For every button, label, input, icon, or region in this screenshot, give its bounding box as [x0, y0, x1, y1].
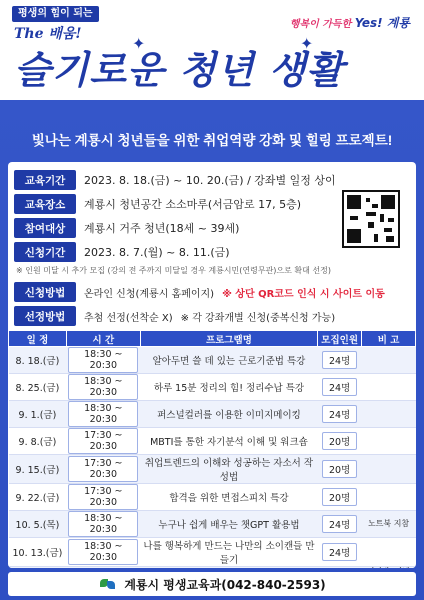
subtitle: 빛나는 계룡시 청년들을 위한 취업역량 강화 및 힐링 프로젝트! [31, 133, 393, 148]
header [0, 0, 424, 100]
program-cell [140, 538, 317, 567]
table-row [9, 455, 416, 484]
time-cell [66, 455, 140, 484]
info-row-period [14, 170, 336, 190]
time-cell [66, 374, 140, 401]
info-label: 교육장소 [14, 194, 76, 214]
col-time: 시 간 [66, 331, 140, 347]
program-cell [140, 374, 317, 401]
date-cell [9, 455, 67, 484]
date-cell-text: 8. 18.(금) [15, 356, 60, 367]
time-cell [66, 538, 140, 567]
info-label: 교육기간 [14, 170, 76, 190]
date-cell [9, 428, 67, 455]
time-cell-text: 17:30 ~ 20:30 [68, 456, 138, 482]
note-cell [362, 538, 416, 567]
time-cell [66, 511, 140, 538]
note-cell [362, 374, 416, 401]
select-note: ※ 각 강좌개별 신청(중복신청 가능) [180, 312, 336, 324]
program-cell [140, 455, 317, 484]
seats-cell-text: 24명 [322, 543, 357, 561]
sparkle-icon: ✦ [132, 34, 146, 53]
seats-cell [318, 567, 362, 569]
date-cell [9, 401, 67, 428]
info-label: 신청기간 [14, 242, 76, 262]
program-cell [140, 401, 317, 428]
date-cell-text: 8. 25.(금) [15, 383, 60, 394]
note-cell [362, 347, 416, 374]
program-cell-text: 합격을 위한 면접스피치 특강 [169, 493, 289, 504]
time-cell-text: 18:30 ~ 20:30 [68, 539, 138, 565]
note-cell [362, 401, 416, 428]
date-cell-text: 9. 15.(금) [15, 465, 60, 476]
program-cell-text: MBTI를 통한 자기분석 이해 및 워크숍 [150, 437, 308, 448]
seats-cell [318, 538, 362, 567]
table-row [9, 347, 416, 374]
program-cell [140, 511, 317, 538]
note-cell [362, 567, 416, 569]
info-label: 신청방법 [14, 282, 76, 302]
sparkle-icon: ✦ [300, 34, 314, 53]
note-cell-text [365, 567, 411, 568]
info-row-place [14, 194, 301, 214]
info-row-method [14, 282, 385, 302]
slogan-top: 평생의 힘이 되는 [12, 6, 99, 22]
seats-cell-text: 20명 [322, 460, 357, 478]
date-cell-text: 9. 1.(금) [18, 410, 57, 421]
time-cell-text: 18:30 ~ 20:30 [68, 511, 138, 537]
time-cell [66, 567, 140, 569]
city-logo-icon [98, 577, 118, 591]
seats-cell [318, 374, 362, 401]
date-cell-text: 10. 13.(금) [12, 548, 63, 559]
brand-prefix: 행복이 가득한 [289, 19, 352, 30]
seats-cell-text: 24명 [322, 515, 357, 533]
info-value: 2023. 8. 18.(금) ~ 10. 20.(금) / 강좌별 일정 상이 [84, 174, 336, 187]
seats-cell [318, 511, 362, 538]
date-cell [9, 567, 67, 569]
date-cell [9, 538, 67, 567]
table-row [9, 567, 416, 569]
table-header-row [9, 331, 416, 347]
date-cell-text: 10. 5.(목) [15, 520, 60, 531]
note-cell [362, 428, 416, 455]
seats-cell-text: 20명 [322, 432, 357, 450]
info-row-apply-period [14, 242, 230, 262]
info-value: 계룡시 청년공간 소소마루(서금암로 17, 5층) [84, 198, 302, 211]
seats-cell [318, 484, 362, 511]
table-row [9, 401, 416, 428]
seats-cell-text: 24명 [322, 378, 357, 396]
seats-cell [318, 347, 362, 374]
note-cell [362, 484, 416, 511]
program-cell [140, 484, 317, 511]
slogan-script: The 배움! [14, 26, 82, 42]
program-cell-text: 누구나 쉽게 배우는 챗GPT 활용법 [158, 520, 300, 531]
table-row [9, 374, 416, 401]
program-cell-text: 알아두면 쓸 데 있는 근로기준법 특강 [152, 356, 306, 367]
brand-logo [290, 14, 410, 31]
info-value: 계룡시 거주 청년(18세 ~ 39세) [84, 222, 240, 235]
info-value: 2023. 8. 7.(월) ~ 8. 11.(금) [84, 246, 230, 259]
date-cell [9, 511, 67, 538]
table-row [9, 428, 416, 455]
qr-code[interactable] [342, 190, 400, 248]
program-cell-text: 하루 15분 정리의 힘! 정리수납 특강 [153, 383, 305, 394]
date-cell-text: 9. 22.(금) [15, 493, 60, 504]
program-cell [140, 428, 317, 455]
brand-main: Yes! 계룡 [354, 16, 410, 30]
col-note: 비 고 [362, 331, 416, 347]
info-label: 참여대상 [14, 218, 76, 238]
date-cell-text: 9. 8.(금) [18, 437, 57, 448]
time-cell-text: 17:30 ~ 20:30 [68, 428, 138, 454]
info-label: 선정방법 [14, 306, 76, 326]
time-cell-text: 18:30 ~ 20:30 [68, 374, 138, 400]
program-cell-text: 취업트렌드의 이해와 성공하는 자소서 작성법 [144, 458, 314, 483]
table-row [9, 538, 416, 567]
time-cell [66, 401, 140, 428]
date-cell [9, 484, 67, 511]
note-cell [362, 455, 416, 484]
page-title: 슬기로운 청년 생활 [14, 48, 345, 92]
info-value: 추첨 선정(선착순 X) [84, 312, 173, 324]
time-cell [66, 347, 140, 374]
table-row [9, 484, 416, 511]
footer-org: 계룡시 평생교육과(042-840-2593) [124, 577, 326, 592]
qr-note: ※ 상단 QR코드 인식 시 사이트 이동 [222, 288, 385, 300]
schedule-table [8, 330, 416, 568]
date-cell [9, 374, 67, 401]
seats-cell-text: 20명 [322, 488, 357, 506]
note-cell-text: 노트북 지참 [367, 519, 410, 528]
seats-cell [318, 401, 362, 428]
time-cell-text: 17:30 ~ 20:30 [68, 484, 138, 510]
info-value: 온라인 신청(계룡시 홈페이지) [84, 288, 215, 300]
program-cell [140, 567, 317, 569]
time-cell-text: 18:30 ~ 20:30 [68, 401, 138, 427]
time-cell-text: 18:30 ~ 20:30 [68, 347, 138, 373]
info-row-target [14, 218, 239, 238]
col-seats: 모집인원 [318, 331, 362, 347]
col-program: 프로그램명 [140, 331, 317, 347]
recruit-note: ※ 인원 미달 시 추가 모집 (강의 전 주까지 미달일 경우 계룡시민(연령무관)으로 확대 선정) [16, 266, 331, 275]
time-cell [66, 428, 140, 455]
program-cell-text: 나를 행복하게 만드는 나만의 소이캔들 만들기 [143, 541, 315, 566]
note-cell [362, 511, 416, 538]
footer [8, 572, 416, 596]
info-row-select [14, 306, 335, 326]
date-cell [9, 347, 67, 374]
seats-cell-text: 24명 [322, 351, 357, 369]
col-date: 일 정 [9, 331, 67, 347]
table-row [9, 511, 416, 538]
seats-cell [318, 428, 362, 455]
program-cell-text: 퍼스널컬러를 이용한 이미지메이킹 [157, 410, 301, 421]
seats-cell [318, 455, 362, 484]
program-cell [140, 347, 317, 374]
seats-cell-text: 24명 [322, 405, 357, 423]
time-cell [66, 484, 140, 511]
